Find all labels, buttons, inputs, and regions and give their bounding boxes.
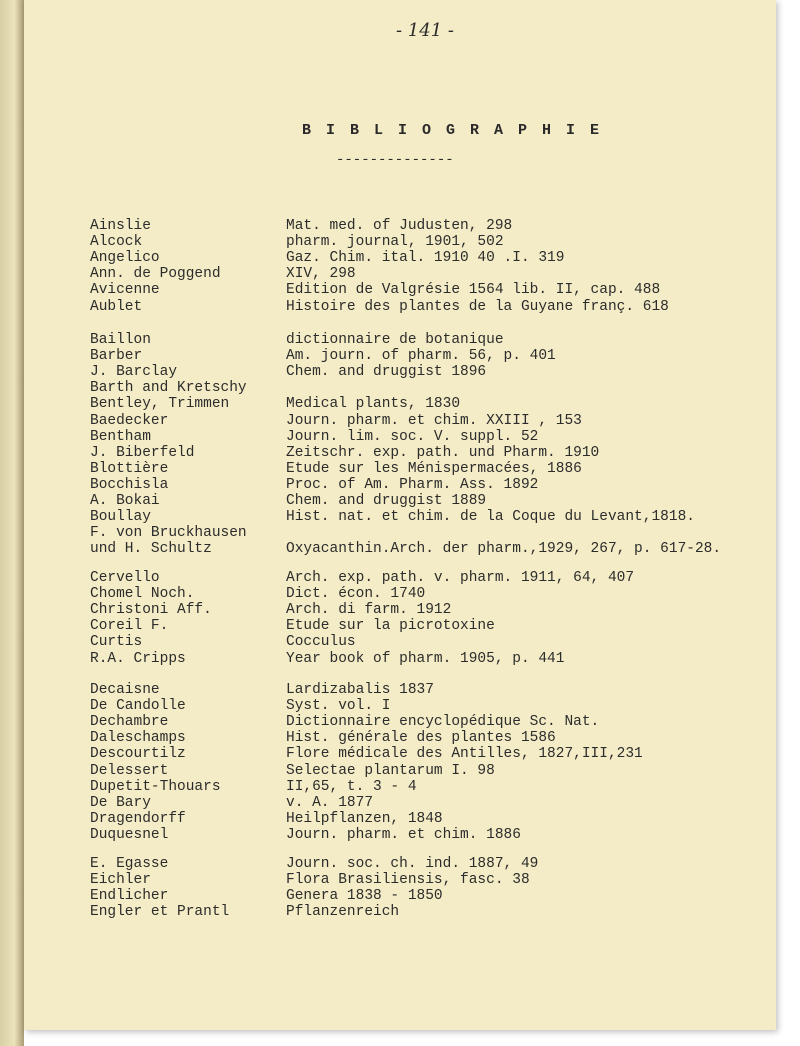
entry-source: Oxyacanthin.Arch. der pharm.,1929, 267, p. 617-28. — [286, 541, 722, 558]
entry-author: Alcock — [90, 234, 143, 251]
page-margin — [776, 0, 800, 1046]
entry-author: Cervello — [90, 570, 160, 586]
entry-source: Flora Brasiliensis, fasc. 38 — [286, 872, 530, 889]
entry-source: Hist. nat. et chim. de la Coque du Levant,1818. — [286, 509, 695, 526]
bibliography-entry — [24, 282, 776, 299]
entry-source: Flore médicale des Antilles, 1827,III,231 — [286, 746, 643, 763]
entry-source: II,65, t. 3 - 4 — [286, 778, 417, 795]
entry-author: Eichler — [90, 872, 151, 889]
bibliography-entry — [24, 348, 776, 365]
entry-author: Baedecker — [90, 412, 169, 429]
bibliography-entry — [24, 299, 776, 316]
bibliography-entry — [24, 872, 776, 889]
entry-source: Histoire des plantes de la Guyane franç. 618 — [286, 298, 669, 315]
bibliography-entry — [24, 586, 776, 603]
entry-source: Dictionnaire encyclopédique Sc. Nat. — [286, 714, 600, 731]
entry-author: Angelico — [90, 250, 160, 267]
entry-author: A. Bokai — [90, 493, 160, 509]
bibliography-entry — [24, 525, 776, 542]
bibliography-entry — [24, 779, 776, 796]
entry-source: Journ. pharm. et chim. XXIII , 153 — [286, 412, 582, 429]
entry-source: Chem. and druggist 1889 — [286, 493, 487, 509]
bibliography-entry — [24, 856, 776, 873]
bibliography-entry — [24, 904, 776, 921]
entry-source: Genera 1838 - 1850 — [286, 888, 443, 905]
entry-author: Duquesnel — [90, 826, 169, 843]
bibliography-entry — [24, 493, 776, 510]
bibliography-entry — [24, 682, 776, 699]
entry-source: Heilpflanzen, 1848 — [286, 810, 443, 827]
entry-author: Blottière — [90, 460, 169, 477]
entry-author: Barber — [90, 348, 143, 365]
bibliography-entry — [24, 234, 776, 251]
entry-author: Dupetit-Thouars — [90, 778, 221, 795]
entry-author: Avicenne — [90, 282, 160, 299]
bibliography-entry — [24, 380, 776, 397]
book-binding-edge — [0, 0, 24, 1046]
title-underline: -------------- — [336, 152, 454, 168]
entry-source: Medical plants, 1830 — [286, 396, 461, 413]
entry-author: Barth and Kretschy — [90, 380, 247, 397]
entry-author: De Candolle — [90, 698, 186, 715]
entry-source: Selectae plantarum I. 98 — [286, 762, 495, 779]
entry-source: XIV, 298 — [286, 266, 356, 283]
entry-author: J. Biberfeld — [90, 444, 195, 461]
entry-author: Dragendorff — [90, 810, 186, 827]
entry-author: Dechambre — [90, 714, 169, 731]
bibliography-entry — [24, 477, 776, 494]
entry-source: Year book of pharm. 1905, p. 441 — [286, 650, 565, 667]
bibliography-entry — [24, 730, 776, 747]
bibliography-entry — [24, 570, 776, 587]
entry-author: Bentham — [90, 428, 151, 445]
entry-author: Descourtilz — [90, 746, 186, 763]
bibliography-entry — [24, 218, 776, 235]
document-page — [24, 0, 776, 1030]
entry-source: Journ. pharm. et chim. 1886 — [286, 826, 521, 843]
entry-author: Endlicher — [90, 888, 169, 905]
entry-author: Coreil F. — [90, 618, 169, 635]
bibliography-entry — [24, 429, 776, 446]
bibliography-entry — [24, 445, 776, 462]
bibliography-entry — [24, 827, 776, 844]
bibliography-entry — [24, 461, 776, 478]
bibliography-entry — [24, 698, 776, 715]
entry-author: De Bary — [90, 794, 151, 811]
bibliography-entry — [24, 634, 776, 651]
bibliography-entry — [24, 602, 776, 619]
entry-author: Bocchisla — [90, 476, 169, 493]
entry-author: Decaisne — [90, 682, 160, 698]
entry-source: dictionnaire de botanique — [286, 332, 504, 348]
bibliography-entry — [24, 651, 776, 668]
bibliography-entry — [24, 266, 776, 283]
bibliography-entry — [24, 364, 776, 381]
entry-author: R.A. Cripps — [90, 650, 186, 667]
entry-source: Dict. écon. 1740 — [286, 586, 426, 603]
entry-author: Boullay — [90, 509, 151, 526]
entry-source: Etude sur la picrotoxine — [286, 618, 495, 635]
entry-author: Christoni Aff. — [90, 602, 212, 619]
bibliography-list — [24, 0, 776, 1030]
entry-source: Hist. générale des plantes 1586 — [286, 730, 556, 747]
entry-source: Mat. med. of Judusten, 298 — [286, 218, 513, 234]
bibliography-entry — [24, 888, 776, 905]
entry-author: J. Barclay — [90, 364, 178, 381]
bibliography-entry — [24, 250, 776, 267]
entry-author: Daleschamps — [90, 730, 186, 747]
entry-author: Chomel Noch. — [90, 586, 195, 603]
entry-author: Bentley, Trimmen — [90, 396, 230, 413]
entry-author: E. Egasse — [90, 856, 169, 872]
entry-author: Curtis — [90, 634, 143, 651]
entry-source: Journ. lim. soc. V. suppl. 52 — [286, 428, 539, 445]
bibliography-entry — [24, 746, 776, 763]
bibliography-entry — [24, 795, 776, 812]
entry-source: Arch. exp. path. v. pharm. 1911, 64, 407 — [286, 570, 635, 586]
bibliography-entry — [24, 396, 776, 413]
entry-author: Ainslie — [90, 218, 151, 234]
entry-source: Syst. vol. I — [286, 698, 391, 715]
entry-source: v. A. 1877 — [286, 794, 374, 811]
entry-source: Gaz. Chim. ital. 1910 40 .I. 319 — [286, 250, 565, 267]
entry-source: Am. journ. of pharm. 56, p. 401 — [286, 348, 556, 365]
page-number: - 141 - — [396, 20, 454, 41]
entry-author: Engler et Prantl — [90, 904, 230, 921]
bibliography-entry — [24, 618, 776, 635]
entry-author: Delessert — [90, 762, 169, 779]
bibliography-entry — [24, 413, 776, 430]
entry-source: Zeitschr. exp. path. und Pharm. 1910 — [286, 444, 600, 461]
entry-author: und H. Schultz — [90, 541, 212, 558]
entry-source: Chem. and druggist 1896 — [286, 364, 487, 381]
entry-source: Cocculus — [286, 634, 356, 651]
bibliography-entry — [24, 763, 776, 780]
entry-author: Baillon — [90, 332, 151, 348]
entry-author: Ann. de Poggend — [90, 266, 221, 283]
entry-source: Lardizabalis 1837 — [286, 682, 434, 698]
page-title: B I B L I O G R A P H I E — [302, 122, 603, 139]
bibliography-entry — [24, 509, 776, 526]
entry-source: Proc. of Am. Pharm. Ass. 1892 — [286, 476, 539, 493]
entry-source: Edition de Valgrésie 1564 lib. II, cap. 488 — [286, 282, 661, 299]
entry-source: Journ. soc. ch. ind. 1887, 49 — [286, 856, 539, 872]
entry-author: F. von Bruckhausen — [90, 525, 247, 542]
bibliography-entry — [24, 714, 776, 731]
entry-source: Pflanzenreich — [286, 904, 400, 921]
bibliography-entry — [24, 541, 776, 558]
entry-author: Aublet — [90, 298, 143, 315]
entry-source: Arch. di farm. 1912 — [286, 602, 452, 619]
entry-source: pharm. journal, 1901, 502 — [286, 234, 504, 251]
bibliography-entry — [24, 332, 776, 349]
bibliography-entry — [24, 811, 776, 828]
entry-source: Etude sur les Ménispermacées, 1886 — [286, 460, 582, 477]
